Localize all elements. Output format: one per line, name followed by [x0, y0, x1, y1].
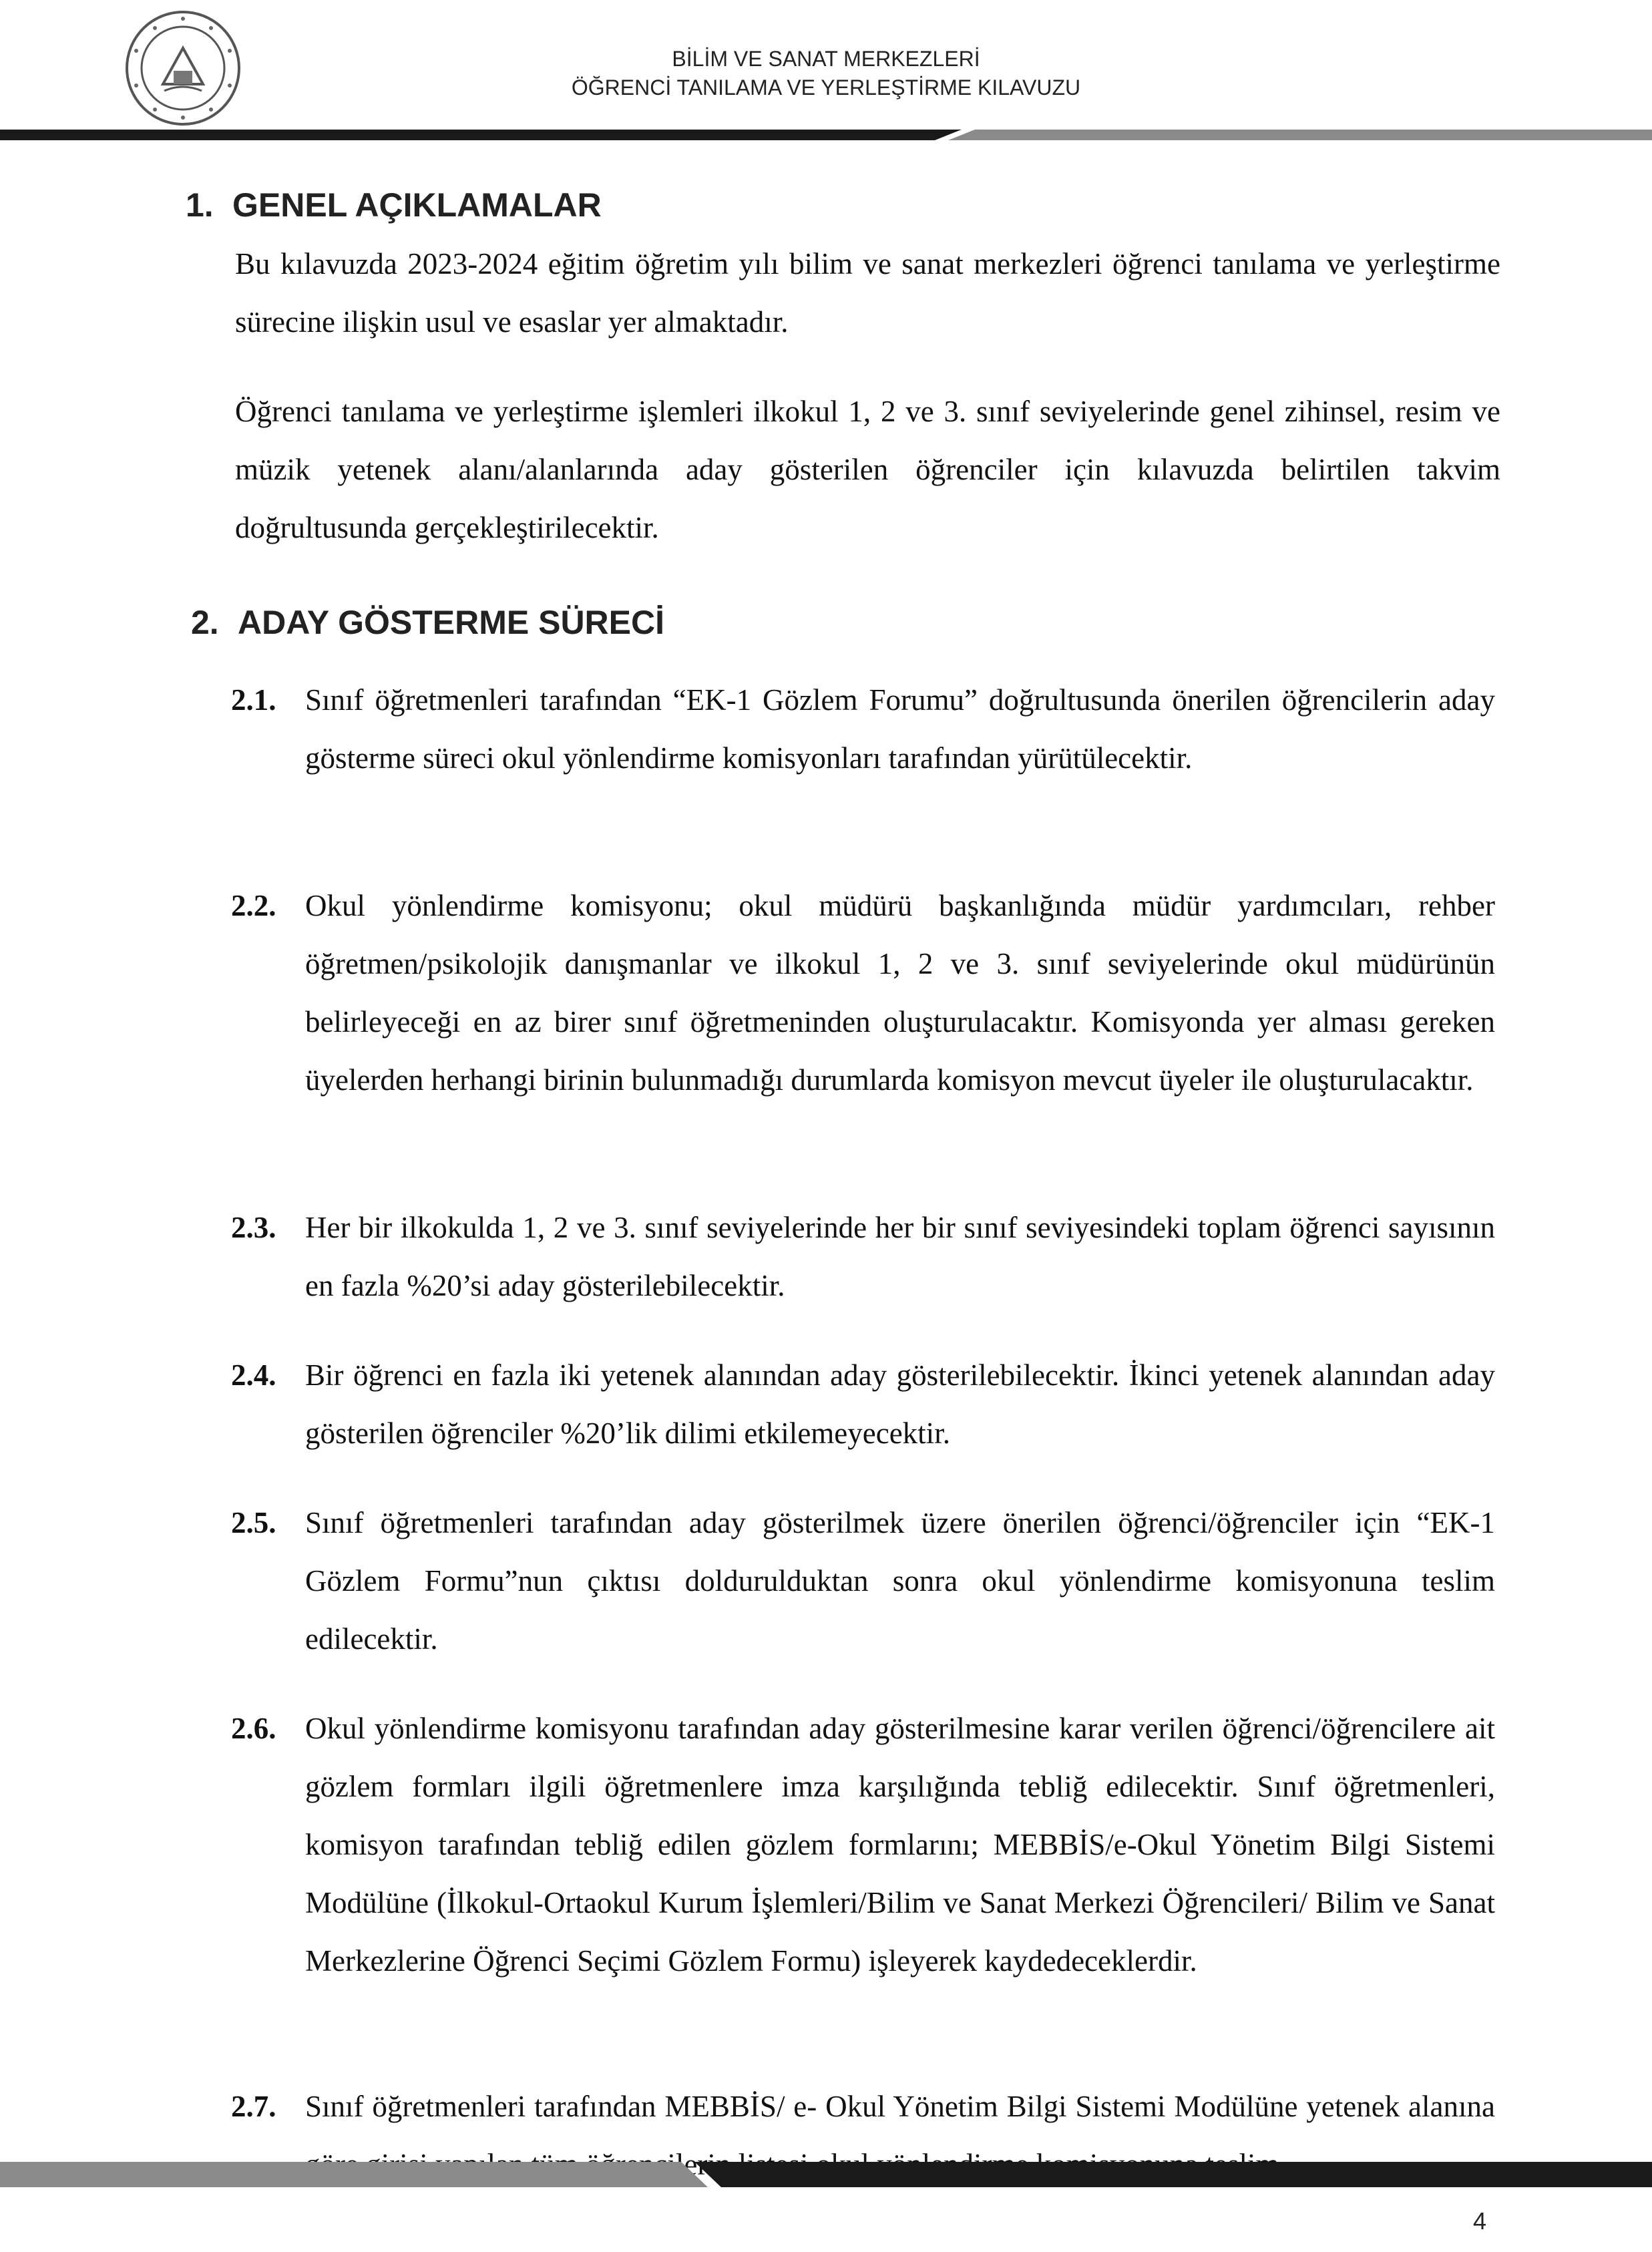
section-1-heading	[186, 186, 602, 224]
footer-divider	[0, 2162, 1652, 2187]
section-2-heading	[191, 603, 664, 642]
header-title-line2: ÖĞRENCİ TANILAMA VE YERLEŞTİRME KILAVUZU	[571, 75, 1081, 100]
list-item-number: 2.7.	[231, 2090, 276, 2123]
section-1-number: 1.	[186, 186, 214, 224]
list-item-number: 2.4.	[231, 1358, 276, 1392]
section-2-number: 2.	[191, 604, 219, 641]
list-item-text: Okul yönlendirme komisyonu tarafından aday gösterilmesine karar verilen öğrenci/öğrencilere ait gözlem formları ilgili öğretmenlere imza karşılığında tebliğ edilecektir. Sınıf öğretmenleri, komisyon tarafından tebliğ edilen gözlem formlarını; MEBBİS/e-Okul Yönetim Bilgi Sistemi Modülüne (İlkokul-Ortaokul Kurum İşlemleri/Bilim ve Sanat Merkezi Öğrencileri/ Bilim ve Sanat Merkezlerine Öğrenci Seçimi Gözlem Formu) işleyerek kaydedeceklerdir.	[305, 1712, 1495, 1978]
list-item	[231, 1700, 1495, 1990]
header-divider	[0, 124, 1652, 140]
header-title-line1: BİLİM VE SANAT MERKEZLERİ	[672, 47, 980, 71]
list-item-number: 2.2.	[231, 889, 276, 922]
list-item	[231, 671, 1495, 787]
section-2-title: ADAY GÖSTERME SÜRECİ	[238, 604, 665, 641]
list-item-text: Sınıf öğretmenleri tarafından aday gösterilmek üzere önerilen öğrenci/öğrenciler için “EK-1 Gözlem Formu”nun çıktısı doldurulduktan sonra okul yönlendirme komisyonuna teslim edilecektir.	[305, 1506, 1495, 1656]
list-item-text: Sınıf öğretmenleri tarafından MEBBİS/ e- Okul Yönetim Bilgi Sistemi Modülüne yetenek alanına	[305, 2090, 1495, 2123]
list-item	[231, 1346, 1495, 1463]
section-1-paragraph-2: Öğrenci tanılama ve yerleştirme işlemleri ilkokul 1, 2 ve 3. sınıf seviyelerinde genel zihinsel, resim ve müzik yetenek alanı/alanlarında aday gösterilen öğrenciler için kılavuzda belirtilen takvim doğrultusunda gerçekleştirilecektir.	[235, 395, 1500, 544]
list-item-number: 2.5.	[231, 1506, 276, 1539]
list-item	[231, 1199, 1495, 1315]
list-item-number: 2.3.	[231, 1211, 276, 1244]
list-item	[231, 877, 1495, 1109]
section-1-paragraph-1: Bu kılavuzda 2023-2024 eğitim öğretim yılı bilim ve sanat merkezleri öğrenci tanılama ve yerleştirme sürecine ilişkin usul ve esaslar yer almaktadır.	[235, 247, 1500, 339]
list-item-text: Okul yönlendirme komisyonu; okul müdürü başkanlığında müdür yardımcıları, rehber öğretmen/psikolojik danışmanlar ve ilkokul 1, 2 ve 3. sınıf seviyelerinde okul müdürünün belirleyeceği en az birer sınıf öğretmeninden oluşturulacaktır. Komisyonda yer alması gereken üyelerden herhangi birinin bulunmadığı durumlarda komisyon mevcut üyeler ile oluşturulacaktır.	[305, 889, 1495, 1097]
list-item-text: Bir öğrenci en fazla iki yetenek alanından aday gösterilebilecektir. İkinci yetenek alanından aday gösterilen öğrenciler %20’lik dilimi etkilemeyecektir.	[305, 1358, 1495, 1450]
section-1-title: GENEL AÇIKLAMALAR	[232, 186, 602, 224]
page-number: 4	[1472, 2207, 1487, 2235]
list-item	[231, 1494, 1495, 1668]
list-item-number: 2.1.	[231, 683, 276, 717]
list-item-text: Her bir ilkokulda 1, 2 ve 3. sınıf seviyelerinde her bir sınıf seviyesindeki toplam öğrenci sayısının en fazla %20’si aday gösterilebilecektir.	[305, 1211, 1495, 1302]
list-item-number: 2.6.	[231, 1712, 276, 1745]
list-item-text: Sınıf öğretmenleri tarafından “EK-1 Gözlem Forumu” doğrultusunda önerilen öğrencilerin aday gösterme süreci okul yönlendirme komisyonları tarafından yürütülecektir.	[305, 683, 1495, 775]
